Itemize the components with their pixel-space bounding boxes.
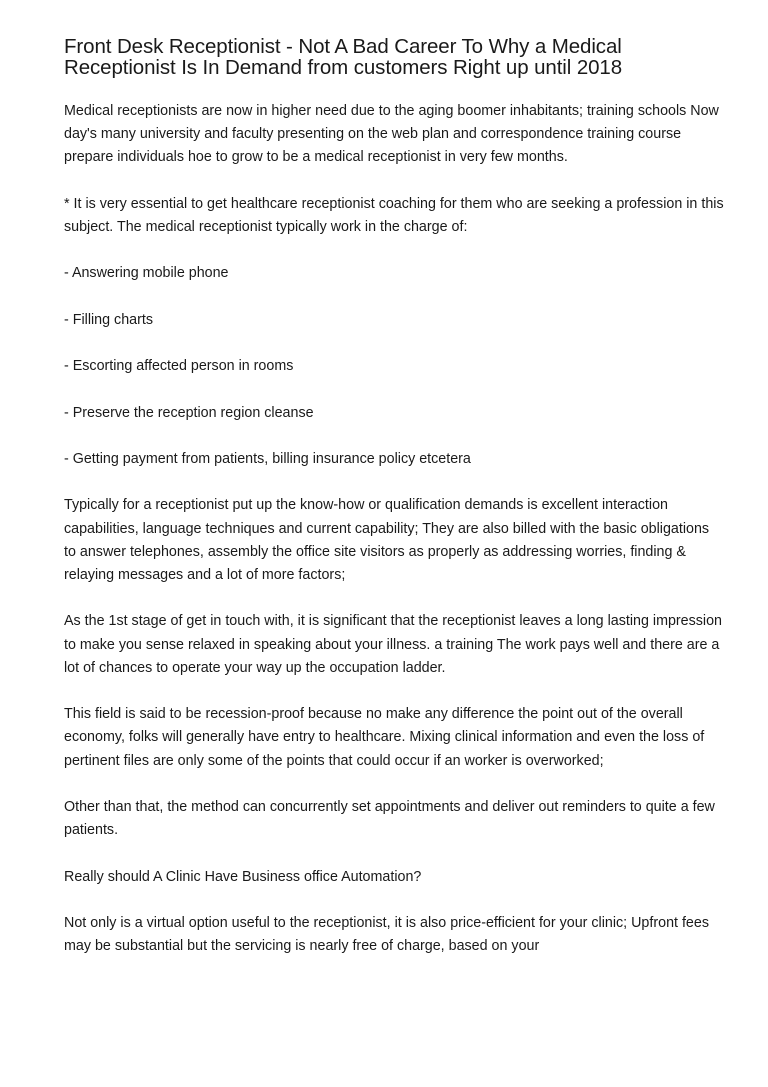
list-item: - Filling charts [64,311,153,328]
paragraph-qualifications: Typically for a receptionist put up the know-how or qualification demands is excellent interaction capabilities, language techniques and current capability; They are also billed with the basic obligations to answer telephones, assembly the office site visitors as properly as addressing worries, finding & relaying messages and a lot of more factors; [64,497,710,583]
list-item: - Escorting affected person in rooms [64,358,294,375]
list-item: - Getting payment from patients, billing insurance policy etcetera [64,450,471,467]
paragraph-virtual-option: Not only is a virtual option useful to the receptionist, it is also price-efficient for your clinic; Upfront fees may be substantial but the servicing is nearly free of charge, based on your [64,914,709,955]
list-item: - Preserve the reception region cleanse [64,404,314,421]
section-heading-automation: Really should A Clinic Have Business office Automation? [64,868,422,885]
paragraph-recession-proof: This field is said to be recession-proof because no make any difference the point out of the overall economy, folks will generally have entry to healthcare. Mixing clinical information and even the loss of pertinent files are only some of the points that could occur if an worker is overworked; [64,706,705,769]
paragraph-coaching: * It is very essential to get healthcare receptionist coaching for them who are seeking a profession in this subject. The medical receptionist typically work in the charge of: [64,195,724,235]
document-page [64,36,724,982]
paragraph-first-contact: As the 1st stage of get in touch with, it is significant that the receptionist leaves a long lasting impression to make you sense relaxed in speaking about your illness. a training The work pays well and there are a lot of chances to operate your way up the occupation ladder. [64,613,723,676]
paragraph-intro: Medical receptionists are now in higher need due to the aging boomer inhabitants; training schools Now day's many university and faculty presenting on the web plan and correspondence training course prepare individuals hoe to grow to be a medical receptionist in very few months. [64,103,719,166]
paragraph-appointments: Other than that, the method can concurrently set appointments and deliver out reminders to quite a few patients. [64,798,715,839]
document-title: Front Desk Receptionist - Not A Bad Career To Why a Medical Receptionist Is In Demand from customers Right up until 2018 [64,35,623,79]
list-item: - Answering mobile phone [64,265,229,282]
